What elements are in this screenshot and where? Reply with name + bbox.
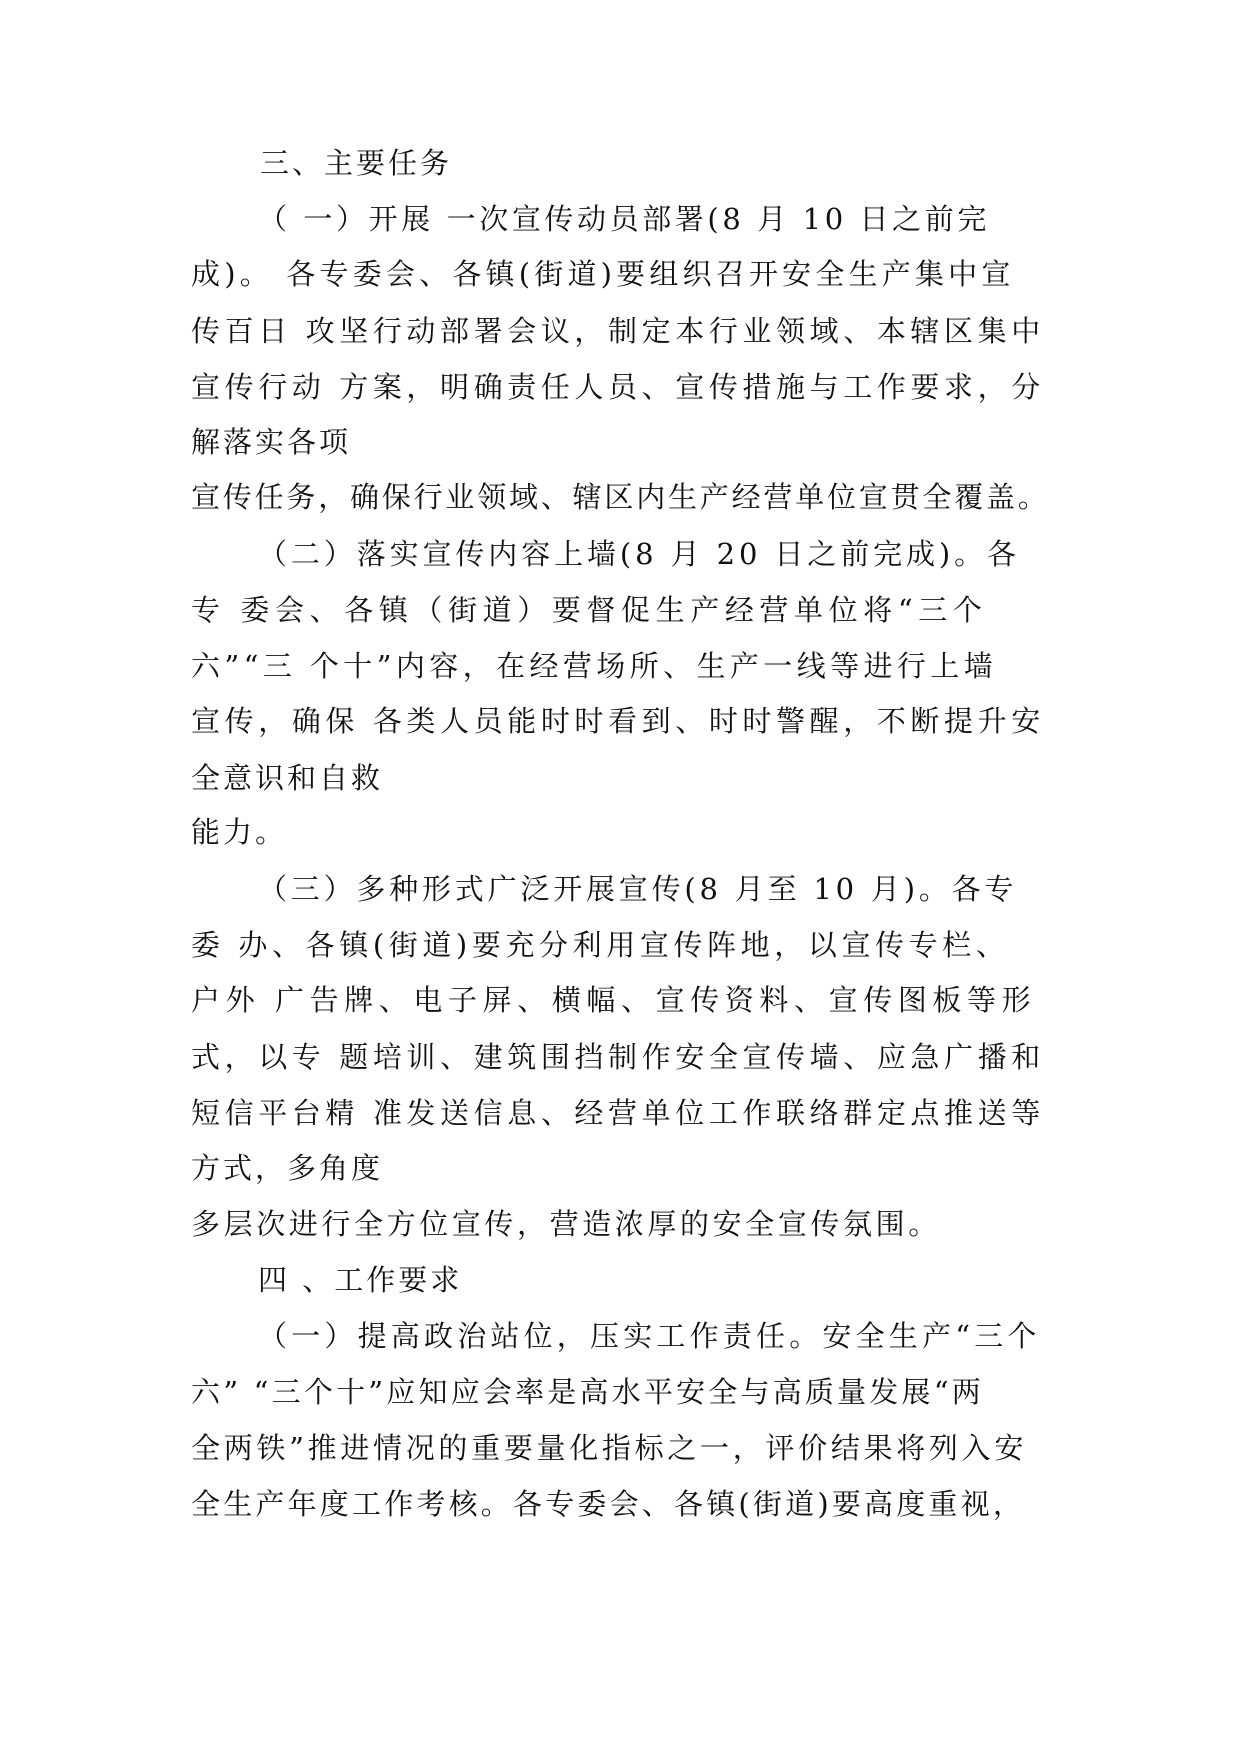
paragraph-line: 成)。 各专委会、各镇(街道)要组织召开安全生产集中宣 xyxy=(191,257,1015,291)
paragraph-line: （ 一）开展 一次宣传动员部署(8 月 10 日之前完 xyxy=(258,202,990,236)
paragraph-line: 六”“三 个十”内容，在经营场所、生产一线等进行上墙 xyxy=(191,649,998,683)
paragraph-line: （二）落实宣传内容上墙(8 月 20 日之前完成)。各 xyxy=(258,537,1020,571)
paragraph-line: 六” “三个十”应知应会率是高水平安全与高质量发展“两 xyxy=(191,1375,984,1409)
paragraph-line: 能力。 xyxy=(191,815,288,849)
paragraph-line: 委 办、各镇(街道)要充分利用宣传阵地，以宣传专栏、 xyxy=(191,928,1010,962)
paragraph-line: 短信平台精 准发送信息、经营单位工作联络群定点推送等 xyxy=(191,1096,1045,1130)
paragraph-line: 宣传任务，确保行业领域、辖区内生产经营单位宣贯全覆盖。 xyxy=(191,480,1050,514)
paragraph-line: 专 委会、各镇（街道）要督促生产经营单位将“三个 xyxy=(191,593,988,627)
paragraph-line: 宣传，确保 各类人员能时时看到、时时警醒，不断提升安 xyxy=(191,704,1045,738)
paragraph-line: 全意识和自救 xyxy=(191,761,384,795)
paragraph-line: 多层次进行全方位宣传，营造浓厚的安全宣传氛围。 xyxy=(191,1207,941,1241)
paragraph-line: 解落实各项 xyxy=(191,425,352,459)
section-heading: 三、主要任务 xyxy=(260,146,453,180)
paragraph-line: 全生产年度工作考核。各专委会、各镇(街道)要高度重视， xyxy=(191,1487,1026,1521)
paragraph-line: 传百日 攻坚行动部署会议，制定本行业领域、本辖区集中 xyxy=(191,314,1045,348)
paragraph-line: （一）提高政治站位，压实工作责任。安全生产“三个 xyxy=(258,1319,1041,1353)
paragraph-line: （三）多种形式广泛开展宣传(8 月至 10 月)。各专 xyxy=(258,872,1018,906)
paragraph-line: 户外 广告牌、电子屏、横幅、宣传资料、宣传图板等形 xyxy=(191,983,1037,1017)
paragraph-line: 宣传行动 方案，明确责任人员、宣传措施与工作要求，分 xyxy=(191,370,1045,404)
section-heading: 四 、工作要求 xyxy=(258,1263,463,1297)
paragraph-line: 式，以专 题培训、建筑围挡制作安全宣传墙、应急广播和 xyxy=(191,1040,1045,1074)
paragraph-line: 全两铁”推进情况的重要量化指标之一，评价结果将列入安 xyxy=(191,1431,1028,1465)
paragraph-line: 方式，多角度 xyxy=(191,1151,384,1185)
